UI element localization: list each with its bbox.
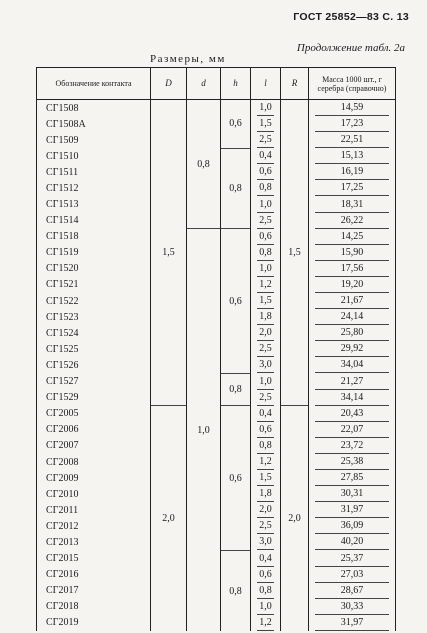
l-value: 0,8 [257,583,274,599]
silver-mass-cell [309,309,396,325]
silver-mass-cell [309,100,396,117]
silver-mass-cell [309,357,396,373]
silver-mass-value: 25,37 [315,551,389,567]
group-h-cell: 0,6 [221,100,251,149]
silver-mass-value: 19,20 [315,277,389,293]
l-value-cell [251,309,281,325]
l-value-cell [251,180,281,196]
table-body [37,100,396,632]
group-h-cell: 0,8 [221,148,251,228]
col-mass-header: Масса 1000 шт., г серебра (справочно) [309,68,396,100]
silver-mass-cell [309,245,396,261]
contact-designation-cell: СГ1512 [37,180,151,196]
contact-designation-cell: СГ1513 [37,196,151,212]
silver-mass-value: 20,43 [315,406,389,422]
l-value-cell [251,148,281,164]
silver-mass-value: 30,33 [315,599,389,615]
silver-mass-value: 15,13 [315,148,389,164]
silver-mass-cell [309,229,396,245]
group-R-cell: 2,0 [281,406,309,631]
l-value: 1,8 [257,486,274,502]
l-value: 1,0 [257,374,274,390]
silver-mass-value: 16,19 [315,164,389,180]
contact-designation-cell: СГ2015 [37,551,151,567]
silver-mass-cell [309,390,396,406]
contact-designation-cell: СГ1521 [37,277,151,293]
silver-mass-cell [309,422,396,438]
l-value-cell [251,213,281,229]
silver-mass-cell [309,438,396,454]
silver-mass-cell [309,277,396,293]
contact-designation-cell: СГ2009 [37,470,151,486]
silver-mass-cell [309,261,396,277]
silver-mass-value: 31,97 [315,615,389,631]
contact-designation-cell: СГ1510 [37,148,151,164]
l-value: 3,0 [257,357,274,373]
l-value: 2,5 [257,390,274,406]
l-value-cell [251,534,281,550]
group-d-cell: 1,0 [187,229,221,631]
l-value: 0,6 [257,164,274,180]
group-D-cell: 1,5 [151,100,187,406]
silver-mass-cell [309,196,396,212]
silver-mass-cell [309,567,396,583]
l-value-cell [251,486,281,502]
l-value-cell [251,422,281,438]
contact-designation-cell: СГ1527 [37,374,151,390]
l-value-cell [251,502,281,518]
l-value-cell [251,196,281,212]
silver-mass-value: 17,56 [315,261,389,277]
l-value: 2,5 [257,518,274,534]
silver-mass-value: 31,97 [315,502,389,518]
contact-designation-cell: СГ2010 [37,486,151,502]
silver-mass-value: 23,72 [315,438,389,454]
contact-designation-cell: СГ1518 [37,229,151,245]
silver-mass-value: 22,51 [315,132,389,148]
silver-mass-cell [309,454,396,470]
contact-designation-cell: СГ1508 [37,100,151,117]
silver-mass-cell [309,341,396,357]
group-h-cell: 0,8 [221,551,251,631]
silver-mass-cell [309,470,396,486]
l-value-cell [251,390,281,406]
l-value: 0,8 [257,180,274,196]
silver-mass-value: 22,07 [315,422,389,438]
silver-mass-value: 21,67 [315,293,389,309]
contact-designation-cell: СГ2019 [37,615,151,631]
contact-designation-cell: СГ1529 [37,390,151,406]
col-D-header: D [151,68,187,100]
silver-mass-cell [309,486,396,502]
l-value: 0,4 [257,406,274,422]
silver-mass-value: 27,03 [315,567,389,583]
col-l-header: l [251,68,281,100]
l-value-cell [251,470,281,486]
contact-designation-cell: СГ1523 [37,309,151,325]
silver-mass-cell [309,518,396,534]
l-value-cell [251,583,281,599]
l-value-cell [251,245,281,261]
silver-mass-cell [309,116,396,132]
contact-designation-cell: СГ2016 [37,567,151,583]
table-row [37,100,396,117]
l-value-cell [251,116,281,132]
l-value: 0,6 [257,567,274,583]
silver-mass-value: 14,25 [315,229,389,245]
silver-mass-value: 30,31 [315,486,389,502]
contact-designation-cell: СГ1509 [37,132,151,148]
l-value: 1,0 [257,261,274,277]
silver-mass-cell [309,551,396,567]
group-R-cell: 1,5 [281,100,309,406]
l-value: 1,2 [257,615,274,631]
silver-mass-cell [309,583,396,599]
contact-designation-cell: СГ2006 [37,422,151,438]
l-value: 3,0 [257,534,274,550]
l-value: 0,8 [257,245,274,261]
l-value-cell [251,132,281,148]
silver-mass-value: 17,25 [315,180,389,196]
l-value: 1,2 [257,277,274,293]
silver-mass-value: 24,14 [315,309,389,325]
silver-mass-cell [309,374,396,390]
l-value: 1,0 [257,599,274,615]
l-value-cell [251,518,281,534]
l-value: 1,0 [257,100,274,116]
l-value-cell [251,229,281,245]
l-value: 2,5 [257,341,274,357]
l-value: 0,4 [257,551,274,567]
col-designation-header: Обозначение контакта [37,68,151,100]
l-value-cell [251,599,281,615]
silver-mass-value: 36,09 [315,518,389,534]
silver-mass-cell [309,180,396,196]
contact-designation-cell: СГ1525 [37,341,151,357]
silver-mass-cell [309,325,396,341]
l-value: 0,6 [257,422,274,438]
l-value-cell [251,277,281,293]
contact-designation-cell: СГ2005 [37,406,151,422]
group-h-cell: 0,6 [221,229,251,374]
col-R-header: R [281,68,309,100]
contact-designation-cell: СГ2013 [37,534,151,550]
table-header-row [37,68,396,100]
contact-designation-cell: СГ1519 [37,245,151,261]
l-value-cell [251,567,281,583]
contact-designation-cell: СГ1520 [37,261,151,277]
silver-mass-value: 28,67 [315,583,389,599]
l-value: 1,2 [257,454,274,470]
l-value-cell [251,261,281,277]
contacts-table [36,67,396,631]
l-value: 2,0 [257,502,274,518]
l-value-cell [251,406,281,422]
l-value-cell [251,293,281,309]
silver-mass-cell [309,406,396,422]
silver-mass-value: 18,31 [315,197,389,213]
l-value: 1,5 [257,470,274,486]
silver-mass-value: 17,23 [315,116,389,132]
silver-mass-value: 29,92 [315,341,389,357]
silver-mass-value: 25,38 [315,454,389,470]
l-value: 1,5 [257,116,274,132]
silver-mass-cell [309,213,396,229]
silver-mass-value: 25,80 [315,325,389,341]
contact-designation-cell: СГ2017 [37,583,151,599]
contact-designation-cell: СГ1522 [37,293,151,309]
silver-mass-value: 34,04 [315,357,389,373]
group-D-cell: 2,0 [151,406,187,631]
table-continuation-caption: Продолжение табл. 2а [296,42,405,54]
contact-designation-cell: СГ1511 [37,164,151,180]
silver-mass-value: 34,14 [315,390,389,406]
contact-designation-cell: СГ1526 [37,357,151,373]
l-value: 2,0 [257,325,274,341]
l-value: 1,8 [257,309,274,325]
page-header-standard: ГОСТ 25852—83 С. 13 [293,11,409,23]
group-d-cell: 0,8 [187,100,221,229]
l-value: 1,5 [257,293,274,309]
contact-designation-cell: СГ1508А [37,116,151,132]
silver-mass-value: 40,20 [315,534,389,550]
col-d-header: d [187,68,221,100]
l-value: 2,5 [257,132,274,148]
silver-mass-value: 14,59 [315,100,389,116]
l-value-cell [251,325,281,341]
l-value-cell [251,438,281,454]
l-value: 2,5 [257,213,274,229]
l-value: 0,4 [257,148,274,164]
silver-mass-cell [309,502,396,518]
l-value: 1,0 [257,197,274,213]
silver-mass-cell [309,132,396,148]
silver-mass-cell [309,615,396,631]
group-h-cell: 0,6 [221,406,251,551]
l-value: 0,6 [257,229,274,245]
contact-designation-cell: СГ2011 [37,502,151,518]
silver-mass-cell [309,293,396,309]
l-value-cell [251,374,281,390]
silver-mass-value: 21,27 [315,374,389,390]
silver-mass-value: 26,22 [315,213,389,229]
silver-mass-value: 27,85 [315,470,389,486]
l-value-cell [251,164,281,180]
contact-designation-cell: СГ2012 [37,518,151,534]
table-row [37,229,396,245]
l-value-cell [251,551,281,567]
contact-designation-cell: СГ1524 [37,325,151,341]
col-h-header: h [221,68,251,100]
silver-mass-cell [309,599,396,615]
contact-designation-cell: СГ2007 [37,438,151,454]
l-value: 0,8 [257,438,274,454]
group-h-cell: 0,8 [221,374,251,406]
contact-designation-cell: СГ2008 [37,454,151,470]
silver-mass-cell [309,148,396,164]
dimensions-caption: Размеры, мм [150,53,226,65]
l-value-cell [251,615,281,631]
silver-mass-cell [309,164,396,180]
silver-mass-value: 15,90 [315,245,389,261]
l-value-cell [251,100,281,117]
contact-designation-cell: СГ1514 [37,213,151,229]
l-value-cell [251,357,281,373]
l-value-cell [251,341,281,357]
l-value-cell [251,454,281,470]
contact-designation-cell: СГ2018 [37,599,151,615]
silver-mass-cell [309,534,396,550]
